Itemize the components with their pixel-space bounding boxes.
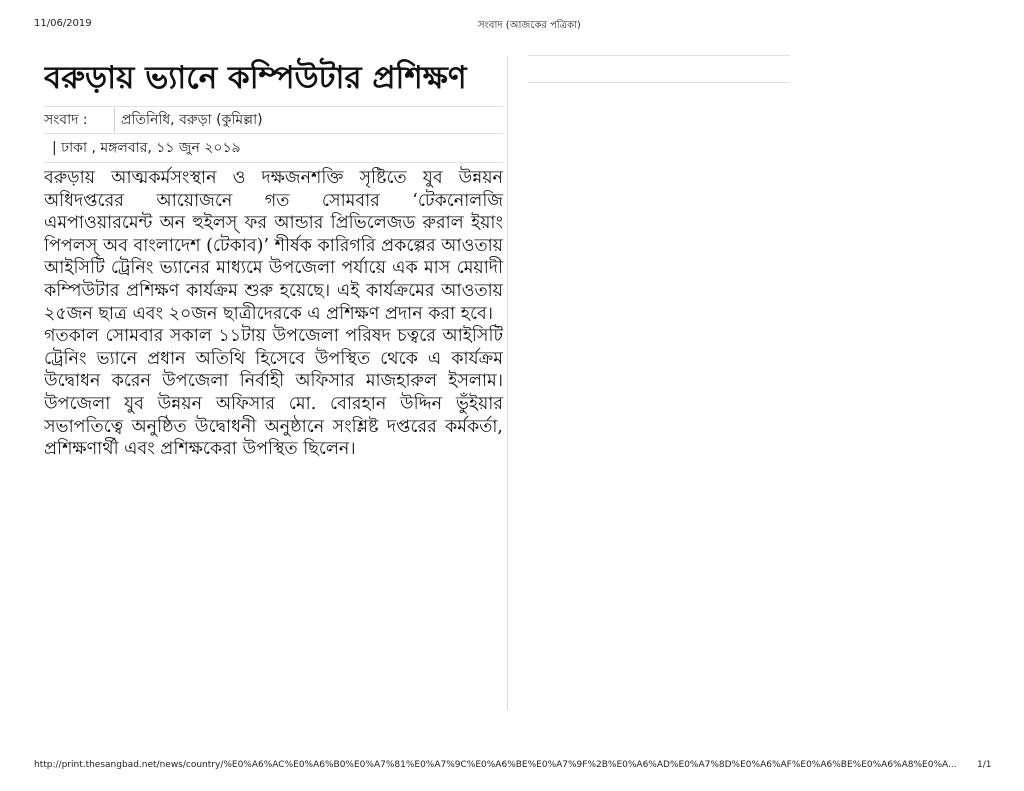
print-footer-url: http://print.thesangbad.net/news/country/%E0%A6%AC%E0%A6%B0%E0%A7%81%E0%A7%9C%E0%A6%BE%E0%A7%9F%2B%E0%A6%AD%E0%A7%8D%E0%A6%AF%E0%A6%BE%E0%A6%A8%E0%A... (34, 760, 957, 770)
article-headline: বরুড়ায় ভ্যানে কম্পিউটার প্রশিক্ষণ (44, 60, 467, 96)
article-dateline: | ঢাকা , মঙ্গলবার, ১১ জুন ২০১৯ (44, 133, 503, 163)
sidebar-divider (528, 55, 790, 56)
sidebar-divider (528, 82, 790, 83)
article-paragraph: বরুড়ায় আত্মকর্মসংস্থান ও দক্ষজনশক্তি সৃষ্টিতে যুব উন্নয়ন অধিদপ্তরের আয়োজনে গত সোমবার ‘টেকনোলজি এমপাওয়ারমেন্ট অন হুইলস্ ফর আন্ডার প্রিভিলেজড রুরাল ইয়াং পিপলস্ অব বাংলাদেশ (টেকাব)’ শীর্ষক কারিগরি প্রকল্পের আওতায় আইসিটি ট্রেনিং ভ্যানের মাধ্যমে উপজেলা পর্যায়ে এক মাস মেয়াদী কম্পিউটার প্রশিক্ষণ কার্যক্রম শুরু হয়েছে। এই কার্যক্রমের আওতায় ২৫জন ছাত্র এবং ২০জন ছাত্রীদেরকে এ প্রশিক্ষণ প্রদান করা হবে। (44, 168, 503, 324)
print-page-title: সংবাদ (আজকের পত্রিকা) (478, 20, 581, 31)
source-value: প্রতিনিধি, বরুড়া (কুমিল্লা) (121, 112, 263, 128)
article-source-row (44, 106, 503, 133)
article-paragraph: গতকাল সোমবার সকাল ১১টায় উপজেলা পরিষদ চত্বরে আইসিটি ট্রেনিং ভ্যানে প্রধান অতিথি হিসেবে উপস্থিত থেকে এ কার্যক্রম উদ্বোধন করেন উপজেলা নির্বাহী অফিসার মাজহারুল ইসলাম। উপজেলা যুব উন্নয়ন অফিসার মো. বোরহান উদ্দিন ভুঁইয়ার সভাপতিত্বে অনুষ্ঠিত উদ্বোধনী অনুষ্ঠানে সংশ্লিষ্ট দপ্তরের কর্মকর্তা, প্রশিক্ষণার্থী এবং প্রশিক্ষকেরা উপস্থিত ছিলেন। (44, 326, 503, 460)
print-date: 11/06/2019 (34, 18, 92, 29)
print-page-number: 1/1 (977, 760, 992, 770)
source-label: সংবাদ : (44, 107, 115, 133)
article (44, 56, 508, 710)
